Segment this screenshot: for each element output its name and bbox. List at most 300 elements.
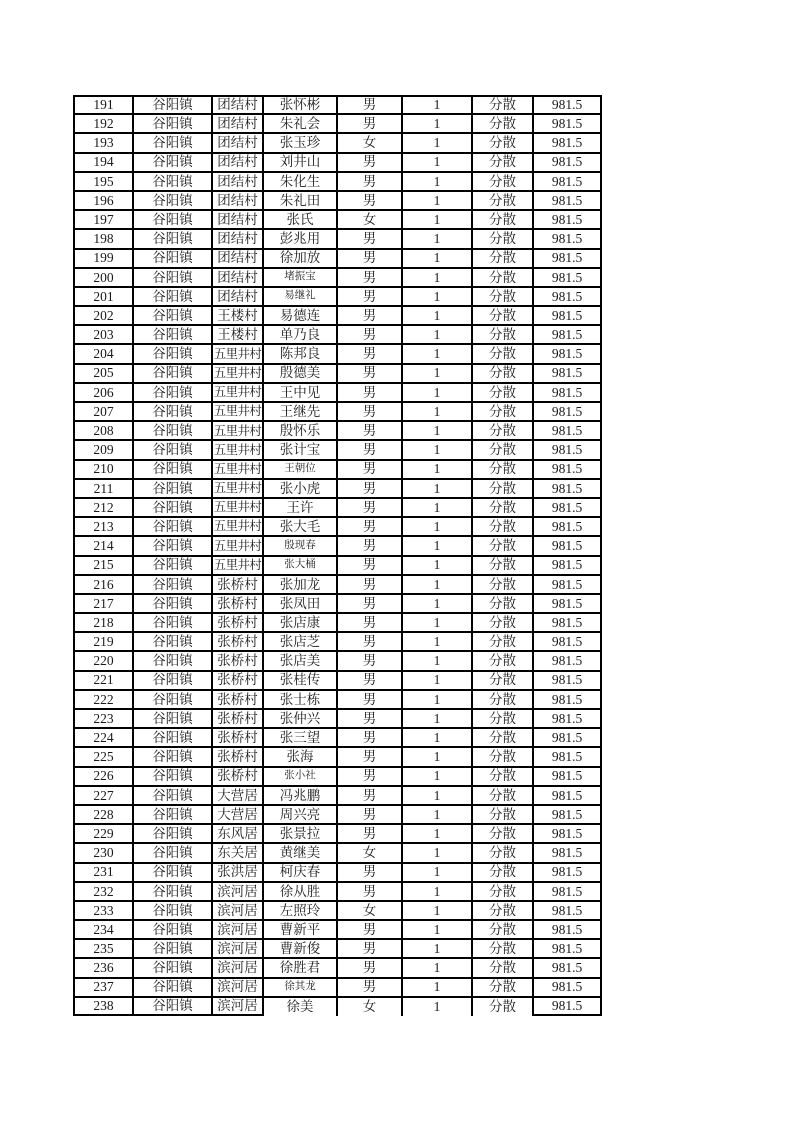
cell-name: 王中见 [263,383,337,402]
table-row [73,901,602,920]
table-row [73,364,602,383]
table-row [73,882,602,901]
cell-index: 193 [73,133,133,152]
table-row [73,536,602,555]
cell-amount: 981.5 [533,306,602,325]
cell-amount: 981.5 [533,920,602,939]
cell-count: 1 [402,920,472,939]
cell-gender: 男 [337,517,402,536]
cell-name: 殷现春 [263,536,337,555]
cell-method: 分散 [472,613,533,632]
cell-town: 谷阳镇 [133,978,212,997]
cell-index: 199 [73,249,133,268]
cell-town: 谷阳镇 [133,709,212,728]
cell-method: 分散 [472,997,533,1016]
table-row [73,709,602,728]
table-row [73,671,602,690]
cell-amount: 981.5 [533,632,602,651]
cell-name: 张小虎 [263,479,337,498]
cell-amount: 981.5 [533,229,602,248]
cell-index: 238 [73,997,133,1016]
cell-amount: 981.5 [533,805,602,824]
cell-village: 王楼村 [212,325,263,344]
table-row [73,632,602,651]
cell-town: 谷阳镇 [133,939,212,958]
cell-index: 230 [73,843,133,862]
cell-amount: 981.5 [533,364,602,383]
cell-method: 分散 [472,958,533,977]
cell-name: 黄继美 [263,843,337,862]
cell-name: 刘井山 [263,153,337,172]
cell-gender: 男 [337,364,402,383]
cell-index: 235 [73,939,133,958]
cell-method: 分散 [472,786,533,805]
cell-name: 单乃良 [263,325,337,344]
cell-name: 张大毛 [263,517,337,536]
table-row [73,690,602,709]
cell-name: 张大桶 [263,556,337,575]
cell-village: 张桥村 [212,728,263,747]
cell-gender: 男 [337,786,402,805]
cell-amount: 981.5 [533,95,602,114]
cell-index: 214 [73,536,133,555]
cell-gender: 男 [337,575,402,594]
cell-amount: 981.5 [533,460,602,479]
cell-count: 1 [402,747,472,766]
cell-count: 1 [402,133,472,152]
cell-name: 堵振宝 [263,268,337,287]
cell-method: 分散 [472,95,533,114]
cell-amount: 981.5 [533,383,602,402]
cell-amount: 981.5 [533,114,602,133]
cell-village: 张桥村 [212,575,263,594]
cell-index: 198 [73,229,133,248]
cell-amount: 981.5 [533,939,602,958]
cell-gender: 男 [337,114,402,133]
table-row [73,767,602,786]
cell-gender: 男 [337,747,402,766]
cell-index: 218 [73,613,133,632]
cell-gender: 男 [337,536,402,555]
cell-amount: 981.5 [533,556,602,575]
cell-index: 210 [73,460,133,479]
cell-name: 张凤田 [263,594,337,613]
cell-town: 谷阳镇 [133,191,212,210]
cell-method: 分散 [472,210,533,229]
cell-method: 分散 [472,364,533,383]
table-row [73,421,602,440]
cell-count: 1 [402,709,472,728]
table-row [73,172,602,191]
cell-village: 五里井村 [212,383,263,402]
table-row [73,249,602,268]
cell-count: 1 [402,325,472,344]
cell-town: 谷阳镇 [133,287,212,306]
cell-method: 分散 [472,191,533,210]
cell-method: 分散 [472,882,533,901]
cell-gender: 男 [337,229,402,248]
cell-method: 分散 [472,709,533,728]
cell-name: 张小社 [263,767,337,786]
cell-town: 谷阳镇 [133,690,212,709]
cell-count: 1 [402,556,472,575]
cell-amount: 981.5 [533,728,602,747]
table-row [73,306,602,325]
cell-amount: 981.5 [533,978,602,997]
cell-count: 1 [402,306,472,325]
table-row [73,460,602,479]
cell-amount: 981.5 [533,210,602,229]
cell-amount: 981.5 [533,709,602,728]
cell-village: 东风居 [212,824,263,843]
cell-town: 谷阳镇 [133,882,212,901]
cell-village: 张桥村 [212,632,263,651]
cell-count: 1 [402,882,472,901]
cell-village: 张桥村 [212,690,263,709]
cell-amount: 981.5 [533,575,602,594]
cell-method: 分散 [472,402,533,421]
cell-gender: 男 [337,805,402,824]
cell-town: 谷阳镇 [133,575,212,594]
cell-index: 213 [73,517,133,536]
cell-index: 201 [73,287,133,306]
table-row [73,920,602,939]
cell-gender: 男 [337,191,402,210]
cell-town: 谷阳镇 [133,133,212,152]
cell-name: 张怀彬 [263,95,337,114]
cell-village: 张桥村 [212,709,263,728]
cell-gender: 男 [337,344,402,363]
cell-village: 五里井村 [212,421,263,440]
cell-amount: 981.5 [533,901,602,920]
cell-name: 殷怀乐 [263,421,337,440]
cell-amount: 981.5 [533,268,602,287]
cell-method: 分散 [472,863,533,882]
cell-gender: 男 [337,939,402,958]
cell-count: 1 [402,172,472,191]
cell-amount: 981.5 [533,843,602,862]
cell-name: 张店芝 [263,632,337,651]
cell-village: 团结村 [212,287,263,306]
table-row [73,517,602,536]
table-row [73,344,602,363]
cell-town: 谷阳镇 [133,460,212,479]
cell-village: 张桥村 [212,651,263,670]
cell-count: 1 [402,613,472,632]
cell-amount: 981.5 [533,594,602,613]
cell-village: 五里井村 [212,364,263,383]
cell-amount: 981.5 [533,153,602,172]
table-row [73,613,602,632]
cell-town: 谷阳镇 [133,172,212,191]
cell-gender: 男 [337,479,402,498]
cell-name: 朱礼田 [263,191,337,210]
cell-town: 谷阳镇 [133,268,212,287]
cell-name: 朱化生 [263,172,337,191]
table-row [73,728,602,747]
table-row [73,498,602,517]
cell-method: 分散 [472,249,533,268]
cell-village: 滨河居 [212,882,263,901]
cell-village: 东关居 [212,843,263,862]
cell-amount: 981.5 [533,191,602,210]
cell-count: 1 [402,824,472,843]
cell-index: 191 [73,95,133,114]
cell-amount: 981.5 [533,498,602,517]
cell-amount: 981.5 [533,747,602,766]
cell-amount: 981.5 [533,613,602,632]
cell-town: 谷阳镇 [133,843,212,862]
cell-count: 1 [402,939,472,958]
cell-village: 五里井村 [212,479,263,498]
cell-method: 分散 [472,114,533,133]
cell-name: 张玉珍 [263,133,337,152]
cell-count: 1 [402,536,472,555]
cell-town: 谷阳镇 [133,210,212,229]
cell-village: 五里井村 [212,402,263,421]
cell-name: 徐从胜 [263,882,337,901]
cell-count: 1 [402,517,472,536]
cell-gender: 女 [337,901,402,920]
cell-town: 谷阳镇 [133,747,212,766]
cell-count: 1 [402,786,472,805]
cell-count: 1 [402,805,472,824]
table-row [73,556,602,575]
cell-name: 陈邦良 [263,344,337,363]
cell-town: 谷阳镇 [133,997,212,1016]
cell-index: 211 [73,479,133,498]
cell-village: 团结村 [212,95,263,114]
cell-amount: 981.5 [533,421,602,440]
cell-method: 分散 [472,498,533,517]
cell-gender: 男 [337,325,402,344]
cell-village: 五里井村 [212,460,263,479]
cell-index: 215 [73,556,133,575]
cell-count: 1 [402,997,472,1016]
cell-town: 谷阳镇 [133,824,212,843]
cell-amount: 981.5 [533,690,602,709]
cell-method: 分散 [472,229,533,248]
table-row [73,210,602,229]
cell-gender: 男 [337,383,402,402]
cell-gender: 男 [337,306,402,325]
cell-count: 1 [402,249,472,268]
cell-count: 1 [402,229,472,248]
cell-gender: 男 [337,172,402,191]
cell-village: 滨河居 [212,939,263,958]
cell-village: 张洪居 [212,863,263,882]
cell-village: 五里井村 [212,344,263,363]
cell-village: 五里井村 [212,517,263,536]
cell-method: 分散 [472,920,533,939]
cell-count: 1 [402,95,472,114]
cell-town: 谷阳镇 [133,95,212,114]
cell-amount: 981.5 [533,344,602,363]
cell-gender: 男 [337,671,402,690]
cell-gender: 男 [337,249,402,268]
table-row [73,594,602,613]
cell-count: 1 [402,421,472,440]
cell-index: 207 [73,402,133,421]
cell-method: 分散 [472,901,533,920]
cell-index: 234 [73,920,133,939]
cell-name: 左照玲 [263,901,337,920]
cell-index: 208 [73,421,133,440]
cell-count: 1 [402,383,472,402]
cell-index: 209 [73,440,133,459]
cell-town: 谷阳镇 [133,805,212,824]
cell-method: 分散 [472,287,533,306]
cell-town: 谷阳镇 [133,383,212,402]
cell-count: 1 [402,651,472,670]
cell-index: 204 [73,344,133,363]
cell-village: 团结村 [212,133,263,152]
cell-count: 1 [402,901,472,920]
cell-name: 王继先 [263,402,337,421]
cell-gender: 男 [337,268,402,287]
cell-index: 202 [73,306,133,325]
cell-town: 谷阳镇 [133,421,212,440]
cell-village: 五里井村 [212,440,263,459]
cell-amount: 981.5 [533,863,602,882]
record-table [73,95,602,1016]
cell-gender: 男 [337,153,402,172]
cell-method: 分散 [472,728,533,747]
cell-amount: 981.5 [533,249,602,268]
cell-name: 殷德美 [263,364,337,383]
cell-amount: 981.5 [533,479,602,498]
cell-amount: 981.5 [533,287,602,306]
cell-name: 曹新俊 [263,939,337,958]
cell-gender: 男 [337,498,402,517]
cell-gender: 男 [337,709,402,728]
cell-count: 1 [402,191,472,210]
cell-name: 张三望 [263,728,337,747]
cell-method: 分散 [472,153,533,172]
cell-gender: 女 [337,843,402,862]
cell-gender: 男 [337,863,402,882]
cell-name: 周兴亮 [263,805,337,824]
cell-town: 谷阳镇 [133,249,212,268]
cell-amount: 981.5 [533,958,602,977]
cell-gender: 男 [337,632,402,651]
cell-method: 分散 [472,421,533,440]
cell-method: 分散 [472,843,533,862]
cell-amount: 981.5 [533,517,602,536]
cell-count: 1 [402,153,472,172]
cell-count: 1 [402,767,472,786]
cell-amount: 981.5 [533,671,602,690]
table-row [73,268,602,287]
cell-gender: 女 [337,133,402,152]
cell-count: 1 [402,114,472,133]
cell-name: 易德连 [263,306,337,325]
table-row [73,651,602,670]
cell-index: 228 [73,805,133,824]
cell-town: 谷阳镇 [133,556,212,575]
cell-count: 1 [402,863,472,882]
cell-town: 谷阳镇 [133,344,212,363]
cell-method: 分散 [472,767,533,786]
cell-town: 谷阳镇 [133,651,212,670]
cell-method: 分散 [472,690,533,709]
cell-name: 张店美 [263,651,337,670]
cell-village: 团结村 [212,229,263,248]
cell-index: 203 [73,325,133,344]
cell-name: 张仲兴 [263,709,337,728]
table-row [73,383,602,402]
cell-amount: 981.5 [533,133,602,152]
cell-town: 谷阳镇 [133,479,212,498]
cell-method: 分散 [472,383,533,402]
cell-village: 团结村 [212,114,263,133]
cell-village: 团结村 [212,210,263,229]
cell-method: 分散 [472,632,533,651]
cell-method: 分散 [472,556,533,575]
cell-village: 五里井村 [212,536,263,555]
cell-gender: 男 [337,402,402,421]
cell-town: 谷阳镇 [133,153,212,172]
cell-amount: 981.5 [533,997,602,1016]
table-row [73,325,602,344]
cell-name: 徐其龙 [263,978,337,997]
cell-count: 1 [402,575,472,594]
cell-method: 分散 [472,517,533,536]
cell-town: 谷阳镇 [133,920,212,939]
cell-count: 1 [402,690,472,709]
cell-name: 张氏 [263,210,337,229]
table-row [73,191,602,210]
cell-method: 分散 [472,594,533,613]
cell-method: 分散 [472,133,533,152]
cell-name: 徐美 [263,997,337,1016]
cell-count: 1 [402,287,472,306]
cell-village: 大营居 [212,805,263,824]
cell-method: 分散 [472,939,533,958]
cell-count: 1 [402,978,472,997]
cell-gender: 男 [337,920,402,939]
cell-gender: 男 [337,882,402,901]
cell-name: 朱礼会 [263,114,337,133]
cell-index: 227 [73,786,133,805]
cell-method: 分散 [472,344,533,363]
cell-town: 谷阳镇 [133,325,212,344]
cell-count: 1 [402,479,472,498]
cell-index: 194 [73,153,133,172]
cell-gender: 男 [337,767,402,786]
cell-index: 229 [73,824,133,843]
cell-count: 1 [402,594,472,613]
cell-town: 谷阳镇 [133,613,212,632]
cell-method: 分散 [472,824,533,843]
cell-town: 谷阳镇 [133,114,212,133]
cell-name: 张景拉 [263,824,337,843]
table-row [73,95,602,114]
cell-amount: 981.5 [533,325,602,344]
cell-index: 200 [73,268,133,287]
table-row [73,114,602,133]
table-row [73,479,602,498]
cell-town: 谷阳镇 [133,306,212,325]
cell-gender: 男 [337,728,402,747]
cell-count: 1 [402,364,472,383]
cell-name: 张海 [263,747,337,766]
cell-town: 谷阳镇 [133,767,212,786]
cell-gender: 男 [337,690,402,709]
cell-village: 张桥村 [212,671,263,690]
table-row [73,747,602,766]
cell-method: 分散 [472,536,533,555]
